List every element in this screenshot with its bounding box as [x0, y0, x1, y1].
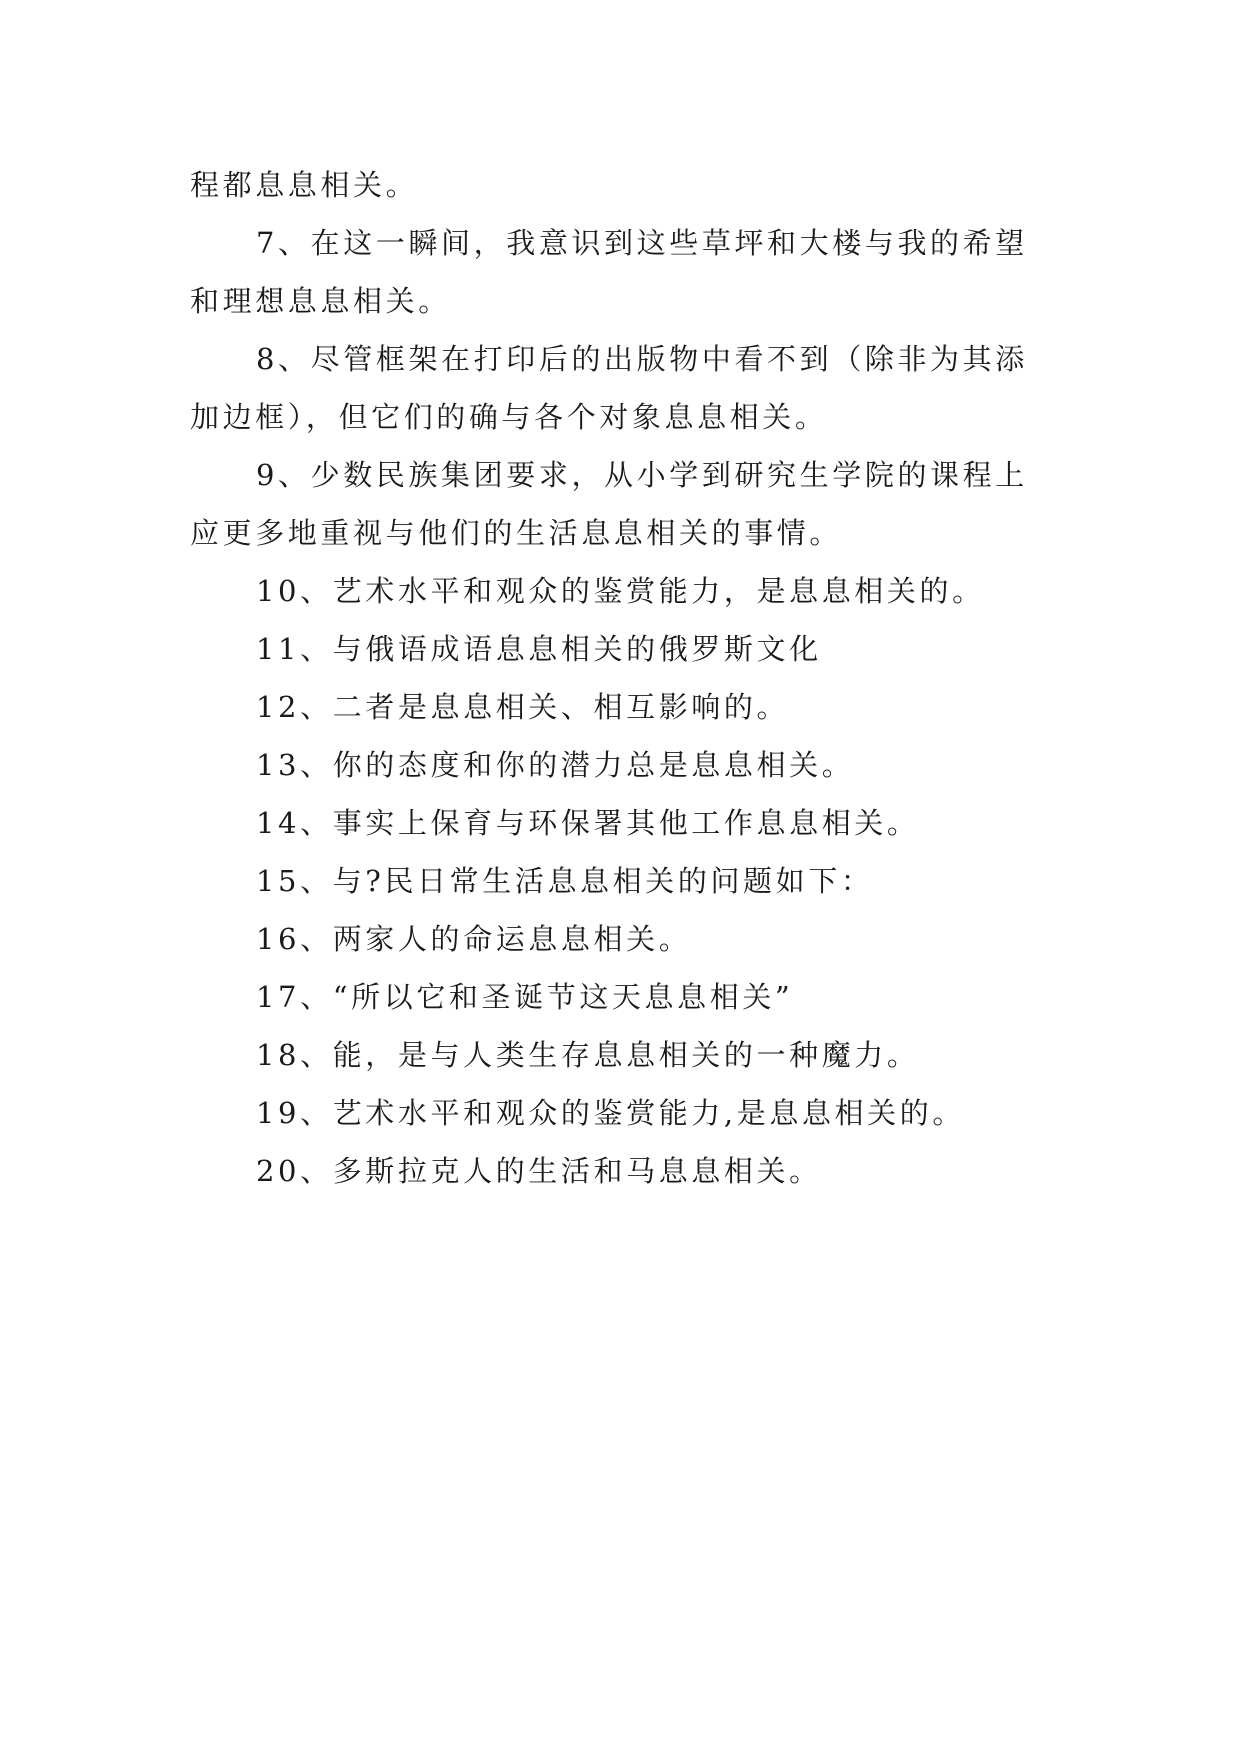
paragraph-item-11: 11、与俄语成语息息相关的俄罗斯文化: [256, 632, 822, 666]
paragraph-item-14: 14、事实上保育与环保署其他工作息息相关。: [256, 806, 920, 840]
paragraph-item-12: 12、二者是息息相关、相互影响的。: [256, 690, 790, 724]
paragraph-item-8: 8、尽管框架在打印后的出版物中看不到（除非为其添加边框），但它们的确与各个对象息息相关。: [190, 342, 1028, 434]
paragraph-continuation: 程都息息相关。: [190, 168, 419, 202]
paragraph-item-16: 16、两家人的命运息息相关。: [256, 922, 692, 956]
paragraph-item-15: 15、与?民日常生活息息相关的问题如下：: [256, 864, 874, 898]
paragraph-item-9: 9、少数民族集团要求，从小学到研究生学院的课程上应更多地重视与他们的生活息息相关的事情。: [190, 458, 1028, 550]
paragraph-item-17: 17、“所以它和圣诞节这天息息相关”: [256, 980, 794, 1014]
paragraph-item-18: 18、能，是与人类生存息息相关的一种魔力。: [256, 1038, 920, 1072]
paragraph-item-19: 19、艺术水平和观众的鉴赏能力,是息息相关的。: [256, 1096, 965, 1130]
paragraph-item-20: 20、多斯拉克人的生活和马息息相关。: [256, 1154, 822, 1188]
paragraph-item-7: 7、在这一瞬间，我意识到这些草坪和大楼与我的希望和理想息息相关。: [190, 226, 1028, 318]
document-body: [190, 156, 1052, 1200]
paragraph-item-10: 10、艺术水平和观众的鉴赏能力，是息息相关的。: [256, 574, 985, 608]
paragraph-item-13: 13、你的态度和你的潜力总是息息相关。: [256, 748, 855, 782]
